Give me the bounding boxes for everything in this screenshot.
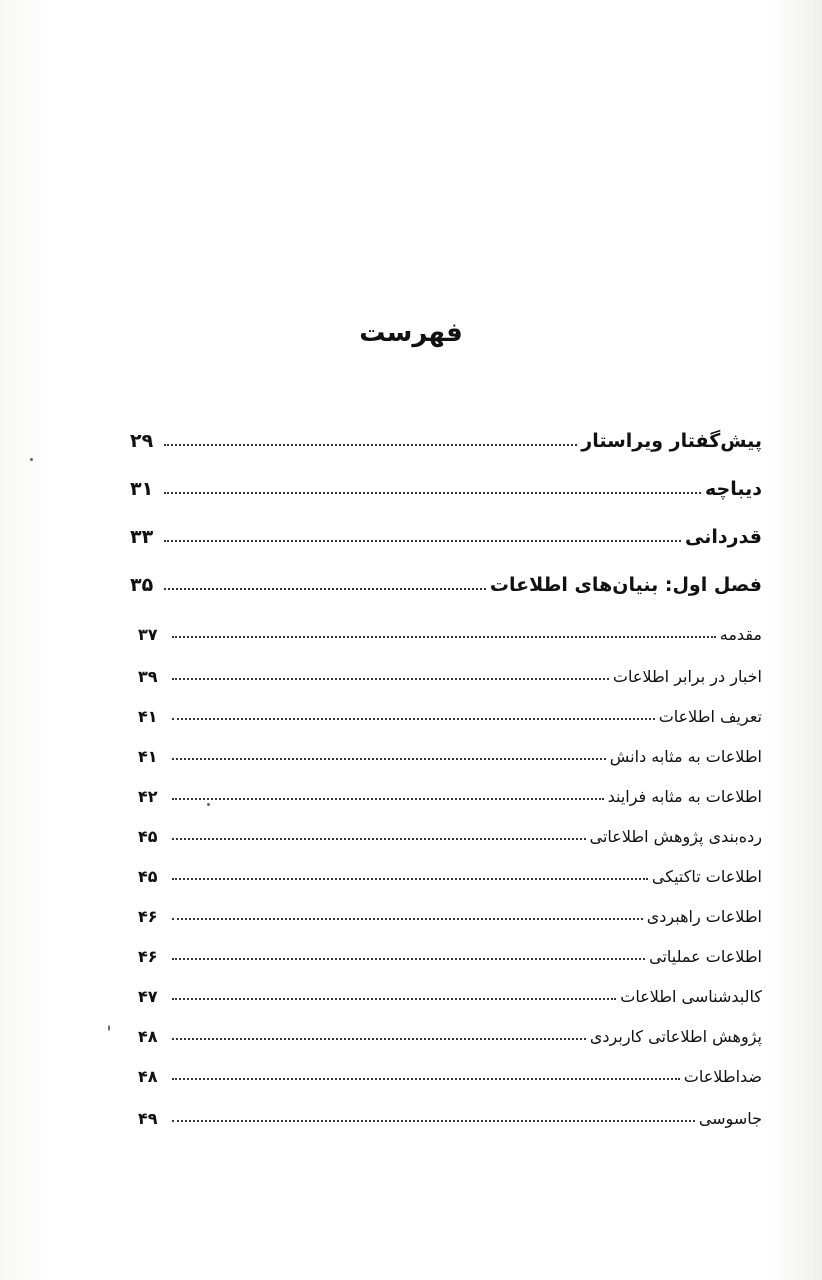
toc-entry [130, 460, 762, 500]
toc-entry-label: تعریف اطلاعات [658, 707, 762, 727]
toc-entry-label: رده‌بندی پژوهش اطلاعاتی [589, 827, 762, 847]
toc-entry [130, 508, 762, 548]
toc-entry-label: اطلاعات به مثابه دانش [609, 747, 762, 767]
toc-entry-label: دیباچه [705, 478, 762, 501]
toc-entry-page: ۴۵ [138, 867, 158, 887]
toc-entry-label: مقدمه [719, 625, 762, 645]
toc-leader-dots [172, 878, 648, 880]
toc-entry-label: اخبار در برابر اطلاعات [612, 667, 762, 687]
toc-entry-label: ضداطلاعات [683, 1067, 762, 1087]
paper-speck [207, 803, 210, 806]
toc-entry-page: ۴۹ [138, 1109, 158, 1129]
toc-leader-dots [172, 838, 586, 840]
toc-entry-label: اطلاعات عملیاتی [649, 947, 762, 967]
toc-entry-page: ۳۵ [130, 574, 154, 597]
toc-leader-dots [164, 540, 681, 542]
toc-entry-label: اطلاعات به مثابه فرایند [607, 787, 762, 807]
toc-entry-page: ۴۲ [138, 787, 158, 807]
toc-entry [138, 766, 762, 806]
toc-entry [130, 412, 762, 452]
toc-entry [138, 726, 762, 766]
page-title: فهرست [359, 318, 463, 348]
toc-entry-page: ۳۳ [130, 526, 154, 549]
toc-entry-page: ۴۱ [138, 747, 158, 767]
toc-entry-label: فصل اول: بنیان‌های اطلاعات [489, 574, 762, 597]
toc-entry [138, 846, 762, 886]
toc-leader-dots [172, 758, 606, 760]
toc-entry-page: ۳۷ [138, 625, 158, 645]
paper-speck [108, 1025, 110, 1031]
toc-entry-page: ۴۶ [138, 907, 158, 927]
toc-leader-dots [164, 588, 486, 590]
toc-leader-dots [172, 636, 716, 638]
toc-entry [138, 1088, 762, 1128]
toc-entry [130, 556, 762, 596]
toc-leader-dots [172, 958, 645, 960]
toc-entry-page: ۴۱ [138, 707, 158, 727]
toc-entry-label: اطلاعات راهبردی [646, 907, 762, 927]
paper-speck [30, 458, 33, 461]
toc-entry [138, 886, 762, 926]
toc-entry-page: ۳۹ [138, 667, 158, 687]
toc-entry-page: ۴۷ [138, 987, 158, 1007]
toc-entry-label: قدردانی [685, 526, 762, 549]
toc-leader-dots [172, 918, 643, 920]
toc-leader-dots [172, 798, 604, 800]
toc-entry-page: ۴۸ [138, 1027, 158, 1047]
toc-leader-dots [172, 718, 655, 720]
toc-entry [138, 806, 762, 846]
toc-entry-label: کالبدشناسی اطلاعات [620, 987, 762, 1007]
toc-entry [138, 1006, 762, 1046]
toc-entry-page: ۲۹ [130, 430, 154, 453]
toc-leader-dots [172, 998, 616, 1000]
toc-leader-dots [172, 1078, 680, 1080]
toc-entry [138, 646, 762, 686]
toc-entry-label: پژوهش اطلاعاتی کاربردی [589, 1027, 762, 1047]
toc-entry-label: اطلاعات تاکتیکی [651, 867, 762, 887]
toc-entry [138, 686, 762, 726]
toc-entry-label: پیش‌گفتار ویراستار [581, 430, 762, 453]
toc-entry [138, 604, 762, 644]
toc-leader-dots [172, 1120, 695, 1122]
toc-entry-page: ۴۵ [138, 827, 158, 847]
toc-entry-page: ۴۶ [138, 947, 158, 967]
toc-entry-page: ۳۱ [130, 478, 154, 501]
toc-entry [138, 966, 762, 1006]
toc-leader-dots [172, 678, 609, 680]
toc-entry-label: جاسوسی [698, 1109, 762, 1129]
toc-entry [138, 1046, 762, 1086]
toc-entry [138, 926, 762, 966]
toc-leader-dots [172, 1038, 586, 1040]
toc-leader-dots [164, 444, 577, 446]
toc-entry-page: ۴۸ [138, 1067, 158, 1087]
toc-leader-dots [164, 492, 701, 494]
